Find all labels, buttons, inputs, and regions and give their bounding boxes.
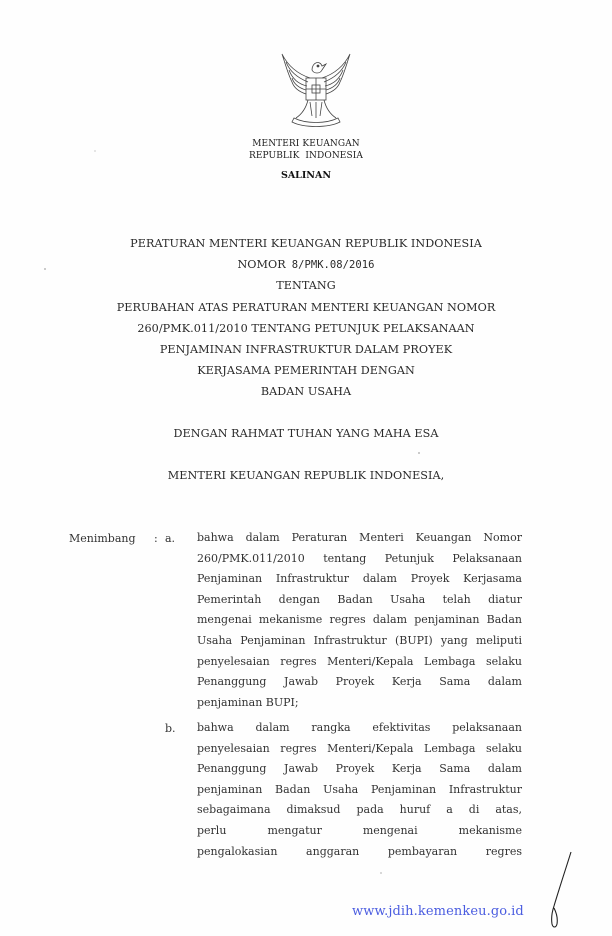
handwritten-initial-icon xyxy=(540,850,580,930)
subject-line: PENJAMINAN INFRASTRUKTUR DALAM PROYEK xyxy=(159,343,453,356)
considerations-label: Menimbang xyxy=(69,532,136,545)
text-line: penjaminan BUPI; xyxy=(197,695,299,709)
text-line: perlu mengatur mengenai mekanisme xyxy=(197,823,522,837)
scan-speck xyxy=(44,268,46,270)
garuda-emblem-icon xyxy=(276,48,356,134)
text-line: Penjaminan Infrastruktur dalam Proyek Kerjasama xyxy=(197,572,522,586)
issuer: MENTERI KEUANGAN REPUBLIK INDONESIA, xyxy=(167,469,445,482)
text-line: Penanggung Jawab Proyek Kerja Sama dalam xyxy=(197,762,522,776)
text-line: 260/PMK.011/2010 tentang Petunjuk Pelaksanaan xyxy=(197,551,522,565)
considerations-colon: : xyxy=(154,532,158,545)
tentang-label: TENTANG xyxy=(276,279,336,292)
invocation: DENGAN RAHMAT TUHAN YANG MAHA ESA xyxy=(173,427,439,440)
text-line: penyelesaian regres Menteri/Kepala Lembaga selaku xyxy=(197,741,522,755)
scan-speck xyxy=(418,452,420,454)
text-line: bahwa dalam Peraturan Menteri Keuangan Nomor xyxy=(197,531,522,544)
scan-speck xyxy=(380,872,382,874)
text-line: penjaminan Badan Usaha Penjaminan Infrastruktur xyxy=(197,782,522,796)
nomor-label: NOMOR xyxy=(237,258,286,271)
footer-url-link[interactable]: www.jdih.kemenkeu.go.id xyxy=(352,904,524,919)
subject-line: PERUBAHAN ATAS PERATURAN MENTERI KEUANGAN NOMOR xyxy=(116,301,496,314)
consideration-b-text xyxy=(197,718,522,862)
ministry-line-1: MENTERI KEUANGAN xyxy=(252,139,360,149)
regulation-title: PERATURAN MENTERI KEUANGAN REPUBLIK INDONESIA xyxy=(130,237,482,250)
text-line: bahwa dalam rangka efektivitas pelaksanaan xyxy=(197,721,522,734)
text-line: pengalokasian anggaran pembayaran regres xyxy=(197,844,522,858)
subject-line: BADAN USAHA xyxy=(260,385,352,398)
text-line: Pemerintah dengan Badan Usaha telah diatur xyxy=(197,592,522,606)
subject-line: KERJASAMA PEMERINTAH DENGAN xyxy=(197,364,415,377)
text-line: Penanggung Jawab Proyek Kerja Sama dalam xyxy=(197,675,522,689)
ministry-line-2: REPUBLIK INDONESIA xyxy=(248,151,363,161)
regulation-number xyxy=(0,258,612,271)
scan-speck xyxy=(94,150,96,152)
item-marker-a: a. xyxy=(165,532,176,545)
text-line: sebagaimana dimaksud pada huruf a di atas, xyxy=(197,803,522,817)
text-line: mengenai mekanisme regres dalam penjaminan Badan xyxy=(197,613,522,627)
item-marker-b: b. xyxy=(165,722,176,735)
subject-line: 260/PMK.011/2010 TENTANG PETUNJUK PELAKSANAAN xyxy=(137,322,475,335)
text-line: Usaha Penjaminan Infrastruktur (BUPI) yang meliputi xyxy=(197,633,522,647)
consideration-a-text xyxy=(197,528,522,713)
nomor-value: 8/PMK.08/2016 xyxy=(291,259,375,271)
text-line: penyelesaian regres Menteri/Kepala Lembaga selaku xyxy=(197,654,522,668)
copy-mark-salinan: SALINAN xyxy=(280,170,332,181)
